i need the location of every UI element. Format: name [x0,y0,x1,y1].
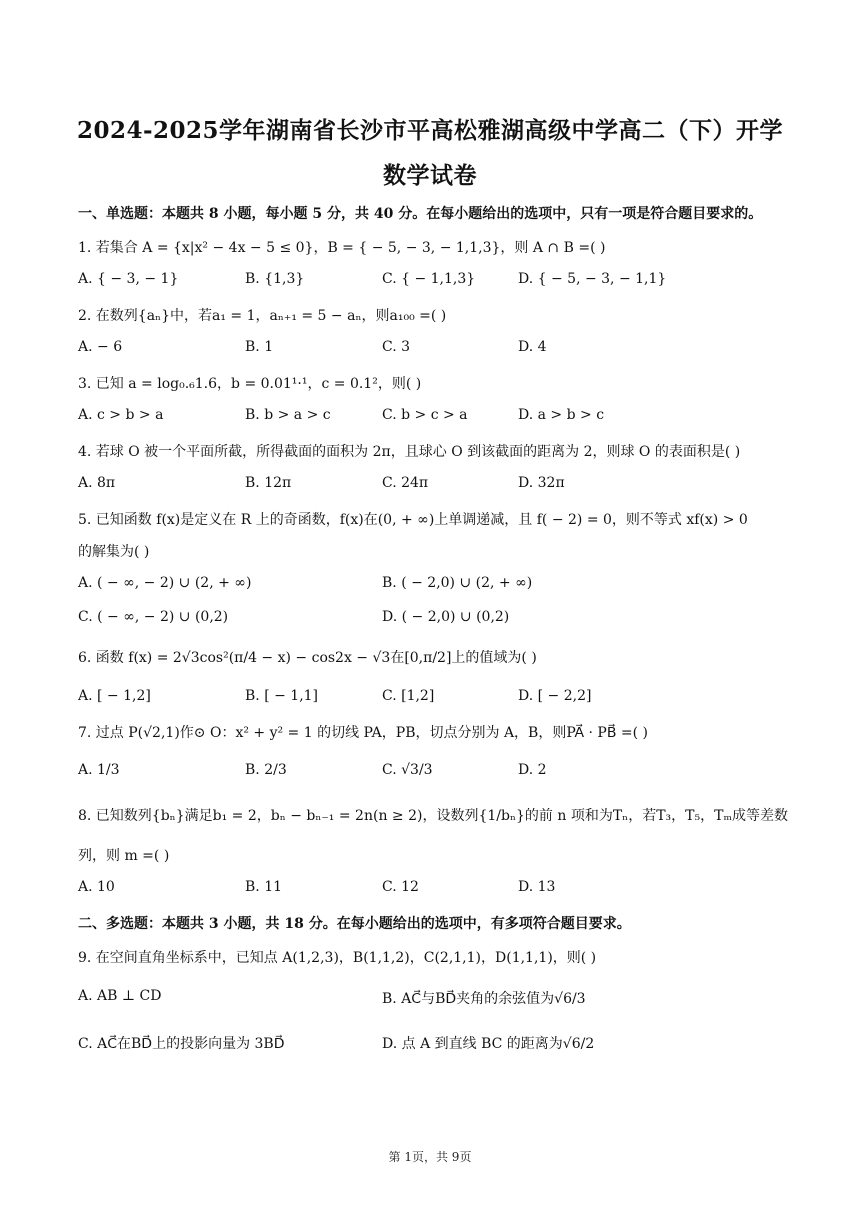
question-3-option-b: B. b > a > c [245,407,331,423]
question-5-option-a: A. ( − ∞, − 2) ∪ (2, + ∞) [78,575,252,591]
question-5-stem: 5. 已知函数 f(x)是定义在 R 上的奇函数，f(x)在(0, + ∞)上单调递减，且 f( − 2) = 0，则不等式 xf(x) > 0 [78,512,748,528]
question-7-option-c: C. √3/3 [382,762,433,778]
question-3-option-a: A. c > b > a [78,407,164,423]
section-multiple-choice: 二、多选题：本题共 3 小题，共 18 分。在每小题给出的选项中，有多项符合题目要求。 [78,916,631,932]
question-9-option-c: C. AC⃗在BD⃗上的投影向量为 3BD⃗ [78,1036,285,1052]
question-3-stem: 3. 已知 a = log₀.₆1.6，b = 0.01¹·¹，c = 0.1²，则( ) [78,376,422,392]
question-9-option-d: D. 点 A 到直线 BC 的距离为√6/2 [382,1036,595,1052]
question-6-option-a: A. [ − 1,2] [78,688,151,704]
page-title-line2: 数学试卷 [383,162,477,189]
page-title-line1: 2024-2025学年湖南省长沙市平高松雅湖高级中学高二（下）开学 [76,117,784,144]
question-1-option-d: D. { − 5, − 3, − 1,1} [518,271,667,287]
question-1-stem: 1. 若集合 A = {x|x² − 4x − 5 ≤ 0}，B = { − 5, − 3, − 1,1,3}，则 A ∩ B =( ) [78,240,606,256]
question-4-stem: 4. 若球 O 被一个平面所截，所得截面的面积为 2π，且球心 O 到该截面的距离为 2，则球 O 的表面积是( ) [78,444,741,460]
question-1-option-a: A. { − 3, − 1} [78,271,179,287]
question-8-option-c: C. 12 [382,879,419,895]
question-3-option-c: C. b > c > a [382,407,468,423]
question-7-stem: 7. 过点 P(√2,1)作⊙ O：x² + y² = 1 的切线 PA，PB，切点分别为 A，B，则PA⃗ · PB⃗ =( ) [78,725,648,741]
question-2-option-c: C. 3 [382,339,411,355]
question-2-option-b: B. 1 [245,339,274,355]
question-4-option-d: D. 32π [518,475,565,491]
question-6-option-d: D. [ − 2,2] [518,688,592,704]
section-single-choice: 一、单选题：本题共 8 小题，每小题 5 分，共 40 分。在每小题给出的选项中，只有一项是符合题目要求的。 [78,206,763,222]
question-7-option-d: D. 2 [518,762,547,778]
question-8-stem: 8. 已知数列{bₙ}满足b₁ = 2，bₙ − bₙ₋₁ = 2n(n ≥ 2)，设数列{1/bₙ}的前 n 项和为Tₙ，若T₃，T₅，Tₘ成等差数 [78,808,789,824]
question-8-option-a: A. 10 [78,879,115,895]
question-7-option-b: B. 2/3 [245,762,287,778]
question-5-option-b: B. ( − 2,0) ∪ (2, + ∞) [382,575,533,591]
question-9-stem: 9. 在空间直角坐标系中，已知点 A(1,2,3)，B(1,1,2)，C(2,1,1)，D(1,1,1)，则( ) [78,950,597,966]
question-9-option-a: A. AB ⊥ CD [78,988,162,1004]
question-4-option-a: A. 8π [78,475,116,491]
question-9-option-b: B. AC⃗与BD⃗夹角的余弦值为√6/3 [382,991,586,1007]
question-8-option-b: B. 11 [245,879,283,895]
question-7-option-a: A. 1/3 [78,762,120,778]
question-6-option-b: B. [ − 1,1] [245,688,319,704]
question-1-option-c: C. { − 1,1,3} [382,271,476,287]
question-5-option-c: C. ( − ∞, − 2) ∪ (0,2) [78,609,229,625]
question-2-option-a: A. − 6 [78,339,123,355]
question-5-option-d: D. ( − 2,0) ∪ (0,2) [382,609,510,625]
question-6-option-c: C. [1,2] [382,688,435,704]
question-2-stem: 2. 在数列{aₙ}中，若a₁ = 1，aₙ₊₁ = 5 − aₙ，则a₁₀₀ =( ) [78,308,447,324]
question-4-option-c: C. 24π [382,475,429,491]
page-footer: 第 1页，共 9页 [388,1150,472,1164]
question-5-stem-cont: 的解集为( ) [78,544,150,560]
question-4-option-b: B. 12π [245,475,292,491]
question-1-option-b: B. {1,3} [245,271,305,287]
question-3-option-d: D. a > b > c [518,407,605,423]
question-6-stem: 6. 函数 f(x) = 2√3cos²(π/4 − x) − cos2x − √3在[0,π/2]上的值域为( ) [78,650,537,666]
question-2-option-d: D. 4 [518,339,547,355]
question-8-stem-cont: 列，则 m =( ) [78,848,170,864]
question-8-option-d: D. 13 [518,879,556,895]
